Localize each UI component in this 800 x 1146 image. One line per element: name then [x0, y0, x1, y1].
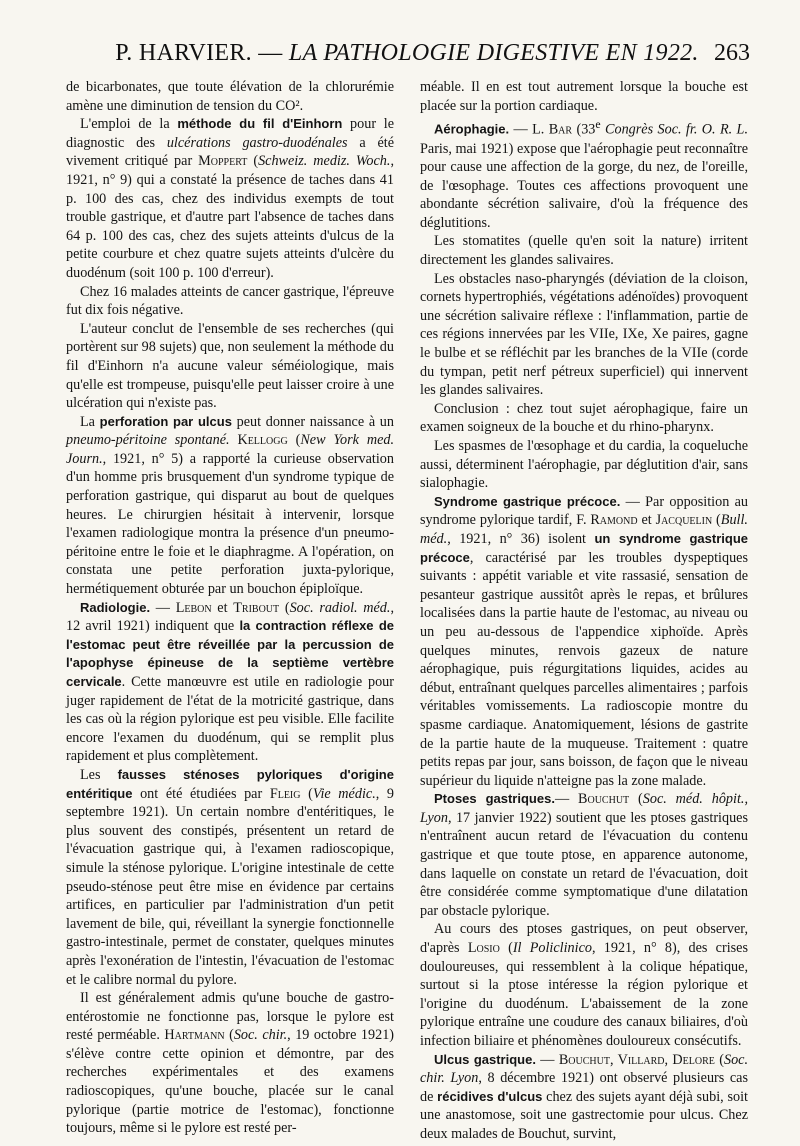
header-dash: — — [258, 40, 283, 66]
paragraph: L'auteur conclut de l'ensemble de ses recherches (qui portèrent sur 98 sujets) que, non seulement la méthode du fil d'Einhorn n'a aucune valeur séméiologique, mais qu'elle est trompeuse, puisqu'elle peut laisser croire à une ulcération qui n'existe pas. — [66, 320, 394, 412]
left-column — [66, 78, 395, 1137]
paragraph: Les fausses sténoses pyloriques d'origine entéritique ont été étudiées par Fleig (Vie médic., 9 septembre 1921). Un certain nombre d'entéritiques, le plus souvent des constipés, présentent un retard de l'évacuation gastrique qui, à l'examen radioscopique, simule la sténose pylorique. L'origine intestinale de cette pseudo-sténose peut être mise en évidence par certains artifices, en particulier par l'administration d'un petit lavement de bile, qui, réveillant la synergie fonctionnelle gastro-intestinale, permet de constater, quelques minutes après l'exonération de l'intestin, l'évacuation de l'estomac et le calibre normal du pylore. — [66, 766, 395, 988]
page-number: 263 — [714, 40, 750, 66]
paragraph: Ptoses gastriques.— Bouchut (Soc. méd. hôpit., Lyon, 17 janvier 1922) soutient que les ptoses gastriques n'entraînent aucun retard de l'évacuation du contenu gastrique et que toute ptose, en apparence autonome, dans laquelle on constate un retard de l'évacuation, doit être considérée comme symptomatique d'une dilatation par obstacle pylorique. — [420, 791, 748, 919]
page-header — [64, 40, 750, 76]
paragraph: L'emploi de la méthode du fil d'Einhorn pour le diagnostic des ulcérations gastro-duodénales a été vivement critiqué par Moppert (Schweiz. mediz. Woch., 1921, n° 9) qui a constaté la présence de taches dans 41 p. 100 des cas, chez des individus exempts de tout trouble gastrique, et d'autre part l'absence de taches dans 64 p. 100 des cas, chez des sujets atteints d'ulcus de la petite courbure et chez quatre sujets atteints d'ulcère du duodénum (soit 100 p. 100 d'erreur). — [66, 116, 394, 281]
paragraph: Chez 16 malades atteints de cancer gastrique, l'épreuve fut dix fois négative. — [66, 283, 394, 319]
paragraph: Conclusion : chez tout sujet aérophagique, faire un examen soigneux de la bouche et du rhino-pharynx. — [420, 400, 748, 436]
paragraph: Les spasmes de l'œsophage et du cardia, la coqueluche aussi, déterminent l'aérophagie, par déglutition d'air, sans sialophagie. — [420, 438, 748, 492]
paragraph: Syndrome gastrique précoce. — Par opposition au syndrome pylorique tardif, F. Ramond et Jacquelin (Bull. méd., 1921, n° 36) isolent un syndrome gastrique précoce, caractérisé par les troubles dyspeptiques suivants : appétit variable et vite rassasié, sensation de pesanteur gastrique aussitôt après le repas, et brûlures localisées dans la partie haute de l'estomac, au niveau ou un peu au-dessous de l'appendice xiphoïde. Après quelques minutes, renvois gazeux de nature aérophagique, puis régurgitations liquides, acides au début, entraînant quelques parcelles alimentaires ; parfois véritables vomissements. La radioscopie montre du spasme cardiaque. Anatomiquement, lésions de gastrite de la partie haute de la muqueuse. Traitement : quatre petits repas par jour, sans boisson, de façon que le niveau supérieur du liquide n'atteigne pas la zone malade. — [420, 493, 748, 789]
header-author: P. HARVIER. — [115, 40, 252, 66]
running-head — [64, 40, 750, 67]
paragraph: Aérophagie. — L. Bar (33e Congrès Soc. fr. O. R. L. Paris, mai 1921) expose que l'aérophagie peut reconnaître pour cause une affection de la gorge, du nez, de l'oreille, de l'œsophage. Toutes ces affections provoquent une abondante sécrétion salivaire, d'où la fréquence des déglutitions. — [420, 117, 748, 231]
paragraph: Les stomatites (quelle qu'en soit la nature) irritent directement les glandes salivaires. — [420, 233, 748, 269]
paragraph: La perforation par ulcus peut donner naissance à un pneumo-péritoine spontané. Kellogg (New York med. Journ., 1921, n° 5) a rapporté la curieuse observation d'un homme pris brusquement d'un syndrome typique de perforation gastrique, qui disparut au bout de quelques heures. Le chirurgien hésitait à intervenir, lorsque l'examen radiologique montra la présence d'un pneumo-péritoine entre le foie et le diaphragme. A l'opération, on constata une petite perforation juxta-pylorique, hermétiquement obturée par un bouchon épiploïque. — [66, 413, 395, 598]
paragraph: Au cours des ptoses gastriques, on peut observer, d'après Losio (Il Policlinico, 1921, n° 8), des crises douloureuses, qui ressemblent à la colique hépatique, surtout si la ptose intéresse la région pylorique et l'origine du duodénum. L'abaissement de la zone pylorique entraîne une coudure des canaux biliaires, d'où infection biliaire et phénomènes douloureux consécutifs. — [420, 921, 748, 1050]
paragraph: Ulcus gastrique. — Bouchut, Villard, Delore (Soc. chir. Lyon, 8 décembre 1921) ont observé plusieurs cas de récidives d'ulcus chez des sujets ayant déjà subi, soit une anastomose, soit une gastrectomie pour ulcus. Chez deux malades de Bouchut, survint, — [420, 1051, 749, 1142]
header-title: LA PATHOLOGIE DIGESTIVE EN 1922. — [288, 40, 699, 66]
paragraph: Il est généralement admis qu'une bouche de gastro-entérostomie ne fonctionne pas, lorsque le pylore est resté perméable. Hartmann (Soc. chir., 19 octobre 1921) s'élève contre cette opinion et démontre, par des recherches expérimentales et des examens radioscopiques, qu'une bouche, placée sur le canal pylorique (partie motrice de l'estomac), fonctionne toujours, même si le pylore est resté per- — [66, 990, 395, 1137]
text-columns — [66, 78, 749, 1142]
right-column — [420, 78, 749, 1142]
paragraph: méable. Il en est tout autrement lorsque la bouche est placée sur la portion cardiaque. — [420, 79, 748, 114]
paragraph: de bicarbonates, que toute élévation de la chlorurémie amène une diminution de tension du CO². — [66, 79, 394, 114]
paragraph: Les obstacles naso-pharyngés (déviation de la cloison, cornets hypertrophiés, végétations adénoïdes) provoquent une sécrétion salivaire réflexe : l'inflammation, partie de ces régions innervées par les VIIe, IXe, Xe paires, gagne le bulbe et se réfléchit par les branches de la VIIe (corde du tympan, petit nerf pétreux superficiel) qui innervent les glandes salivaires. — [420, 270, 748, 399]
paragraph: Radiologie. — Lebon et Tribout (Soc. radiol. méd., 12 avril 1921) indiquent que la contraction réflexe de l'estomac peut être réveillée par la percussion de l'apophyse épineuse de la septième vertèbre cervicale. Cette manœuvre est utile en radiologie pour juger rapidement de l'état de la motricité gastrique, dans les cas où la région pylorique est peu visible. Elle facilite encore l'examen du duodénum, qui se remplit plus rapidement et plus complètement. — [66, 599, 394, 765]
